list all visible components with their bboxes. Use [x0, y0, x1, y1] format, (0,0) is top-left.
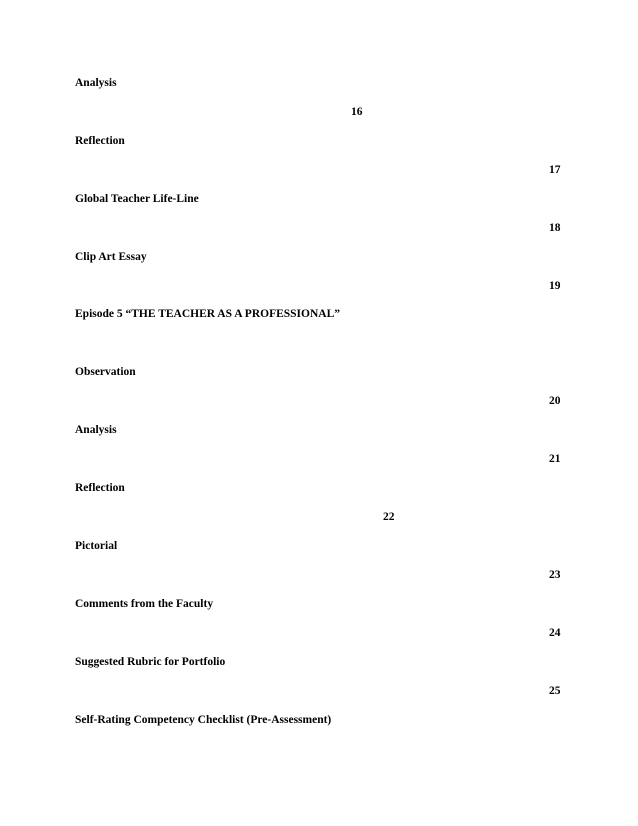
toc-entry-reflection: Reflection: [75, 482, 125, 494]
toc-entry-reflection: Reflection: [75, 135, 125, 147]
toc-entry-global-teacher-life-line: Global Teacher Life-Line: [75, 193, 199, 205]
toc-page-number: 24: [549, 627, 561, 639]
toc-page-number: 16: [351, 106, 363, 118]
toc-entry-comments-from-faculty: Comments from the Faculty: [75, 598, 214, 610]
toc-page-number: 20: [549, 395, 561, 407]
toc-page-number: 17: [549, 164, 561, 176]
toc-entry-suggested-rubric: Suggested Rubric for Portfolio: [75, 656, 226, 668]
toc-entry-analysis: Analysis: [75, 77, 117, 89]
toc-page-number: 22: [383, 511, 395, 523]
toc-page-number: 25: [549, 685, 561, 697]
toc-entry-clip-art-essay: Clip Art Essay: [75, 251, 147, 263]
toc-page-number: 23: [549, 569, 561, 581]
toc-page-number: 18: [549, 222, 561, 234]
toc-entry-analysis: Analysis: [75, 424, 117, 436]
toc-entry-self-rating-checklist: Self-Rating Competency Checklist (Pre-Assessment): [75, 714, 332, 726]
toc-page-number: 21: [549, 453, 561, 465]
toc-entry-pictorial: Pictorial: [75, 540, 118, 552]
toc-entry-observation: Observation: [75, 366, 136, 378]
toc-page-number: 19: [549, 280, 561, 292]
toc-entry-episode-5: Episode 5 “THE TEACHER AS A PROFESSIONAL”: [75, 308, 340, 320]
